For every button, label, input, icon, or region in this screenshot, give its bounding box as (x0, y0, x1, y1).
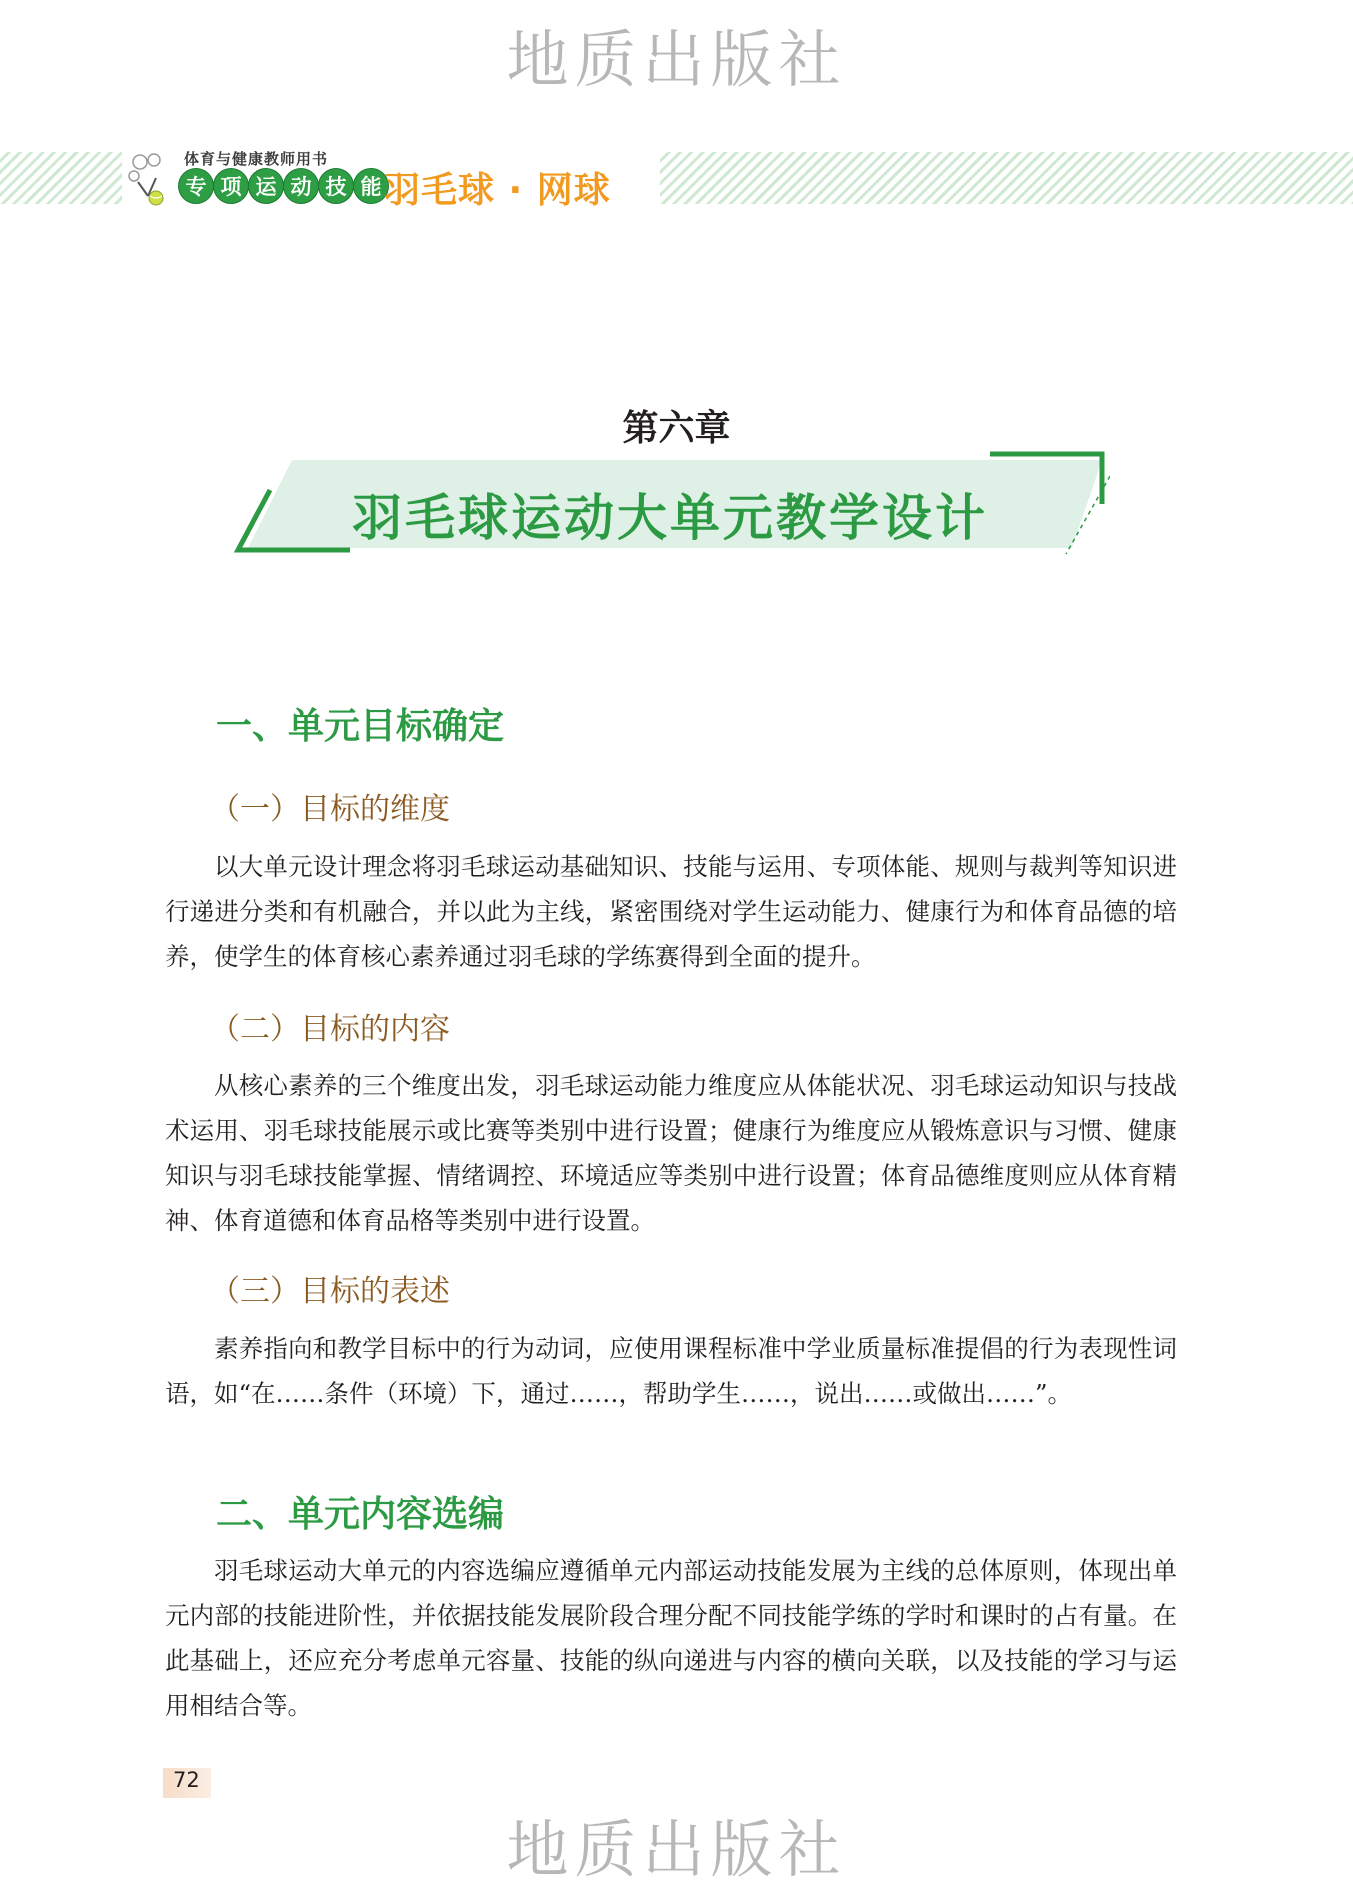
series-pill: 专 (178, 168, 214, 204)
watermark-top: 地质出版社 (506, 23, 847, 96)
series-logo (122, 148, 660, 210)
watermark-bottom: 地质出版社 (506, 1813, 847, 1886)
series-pills (178, 168, 388, 204)
series-pill: 技 (318, 168, 354, 204)
page-number: 72 (173, 1768, 200, 1792)
series-pill: 动 (283, 168, 319, 204)
series-pill: 能 (353, 168, 389, 204)
chapter-banner (230, 448, 1110, 560)
body-paragraph: 从核心素养的三个维度出发，羽毛球运动能力维度应从体能状况、羽毛球运动知识与技战术运用、羽毛球技能展示或比赛等类别中进行设置；健康行为维度应从锻炼意识与习惯、健康知识与羽毛球技能掌握、情绪调控、环境适应等类别中进行设置；体育品德维度则应从体育精神、体育道德和体育品格等类别中进行设置。 (165, 1071, 1177, 1235)
shuttlecock-icon (126, 152, 174, 208)
series-subtitle: 体育与健康教师用书 (184, 150, 329, 168)
header-stripe-right (660, 152, 1353, 204)
body-paragraph: 羽毛球运动大单元的内容选编应遵循单元内部运动技能发展为主线的总体原则，体现出单元内部的技能进阶性，并依据技能发展阶段合理分配不同技能学练的学时和课时的占有量。在此基础上，还应充分考虑单元容量、技能的纵向递进与内容的横向关联，以及技能的学习与运用相结合等。 (165, 1556, 1177, 1720)
body-paragraph: 素养指向和教学目标中的行为动词，应使用课程标准中学业质量标准提倡的行为表现性词语，如“在……条件（环境）下，通过……，帮助学生……，说出……或做出……”。 (165, 1334, 1177, 1408)
section-heading: 一、单元目标确定 (216, 705, 505, 747)
header-stripe-left (0, 152, 122, 204)
subsection-heading: （二）目标的内容 (210, 1012, 450, 1047)
body-paragraph: 以大单元设计理念将羽毛球运动基础知识、技能与运用、专项体能、规则与裁判等知识进行递进分类和有机融合，并以此为主线，紧密围绕对学生运动能力、健康行为和体育品德的培养，使学生的体育核心素养通过羽毛球的学练赛得到全面的提升。 (165, 852, 1177, 971)
book-title: 羽毛球 · 网球 (384, 170, 611, 211)
chapter-title: 羽毛球运动大单元教学设计 (352, 489, 988, 547)
subsection-heading: （三）目标的表述 (210, 1274, 450, 1309)
series-pill: 项 (213, 168, 249, 204)
subsection-heading: （一）目标的维度 (210, 792, 450, 827)
section-heading: 二、单元内容选编 (216, 1493, 505, 1535)
series-pill: 运 (248, 168, 284, 204)
chapter-number: 第六章 (622, 408, 731, 449)
